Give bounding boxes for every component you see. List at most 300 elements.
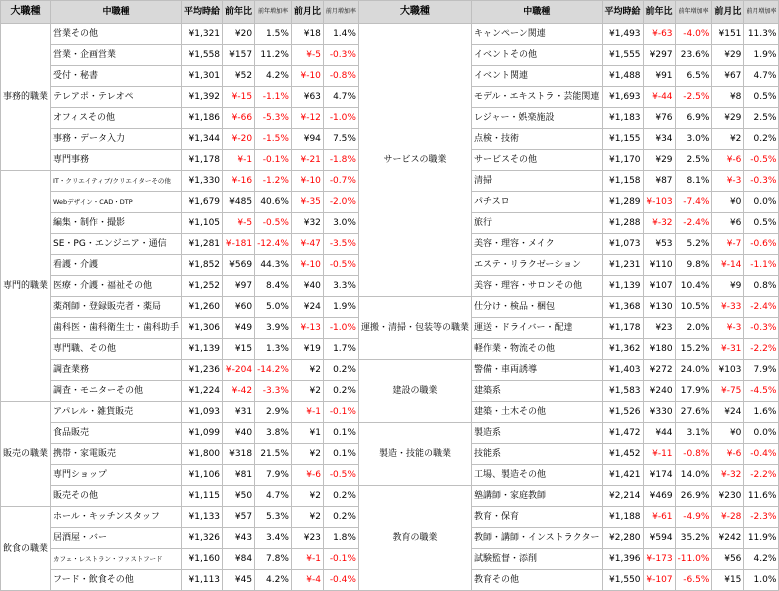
yoy-rate-cell: 21.5% bbox=[255, 444, 292, 465]
yoy-change-cell: ¥43 bbox=[223, 528, 255, 549]
yoy-change-cell: ¥84 bbox=[223, 549, 255, 570]
mom-rate-cell: 11.9% bbox=[744, 528, 779, 549]
avg-wage-cell: ¥1,099 bbox=[182, 423, 223, 444]
avg-wage-cell: ¥1,178 bbox=[182, 150, 223, 171]
avg-wage-cell: ¥1,330 bbox=[182, 171, 223, 192]
yoy-rate-cell: 27.6% bbox=[675, 402, 712, 423]
yoy-change-cell: ¥34 bbox=[643, 129, 675, 150]
avg-wage-cell: ¥1,115 bbox=[182, 486, 223, 507]
yoy-rate-cell: -11.0% bbox=[675, 549, 712, 570]
mom-change-cell: ¥-6 bbox=[712, 150, 744, 171]
yoy-change-cell: ¥-103 bbox=[643, 192, 675, 213]
mom-rate-cell: 1.8% bbox=[323, 528, 358, 549]
mom-rate-cell: 2.5% bbox=[744, 108, 779, 129]
header-sub-category: 中職種 bbox=[471, 1, 602, 24]
mom-change-cell: ¥67 bbox=[712, 66, 744, 87]
mom-rate-cell: 4.7% bbox=[744, 66, 779, 87]
job-name-cell: 技能系 bbox=[471, 444, 602, 465]
mom-change-cell: ¥2 bbox=[291, 381, 323, 402]
mom-rate-cell: -3.5% bbox=[323, 234, 358, 255]
job-name-cell: 看護・介護 bbox=[51, 255, 182, 276]
job-name-cell: 携帯・家電販売 bbox=[51, 444, 182, 465]
mom-change-cell: ¥-10 bbox=[291, 171, 323, 192]
job-name-cell: 点検・技術 bbox=[471, 129, 602, 150]
yoy-rate-cell: 2.5% bbox=[675, 150, 712, 171]
yoy-change-cell: ¥53 bbox=[643, 234, 675, 255]
major-category-cell: 運搬・清掃・包装等の職業 bbox=[358, 297, 471, 360]
mom-change-cell: ¥-32 bbox=[712, 465, 744, 486]
mom-rate-cell: 1.7% bbox=[323, 339, 358, 360]
avg-wage-cell: ¥1,170 bbox=[602, 150, 643, 171]
avg-wage-cell: ¥1,188 bbox=[602, 507, 643, 528]
mom-change-cell: ¥-33 bbox=[712, 297, 744, 318]
header-avg-wage: 平均時給 bbox=[182, 1, 223, 24]
yoy-change-cell: ¥130 bbox=[643, 297, 675, 318]
yoy-rate-cell: -12.4% bbox=[255, 234, 292, 255]
avg-wage-cell: ¥1,493 bbox=[602, 24, 643, 45]
avg-wage-cell: ¥1,288 bbox=[602, 213, 643, 234]
yoy-rate-cell: 5.0% bbox=[255, 297, 292, 318]
mom-change-cell: ¥-21 bbox=[291, 150, 323, 171]
yoy-change-cell: ¥-181 bbox=[223, 234, 255, 255]
yoy-rate-cell: 10.5% bbox=[675, 297, 712, 318]
header-yoy: 前年比 bbox=[643, 1, 675, 24]
avg-wage-cell: ¥1,555 bbox=[602, 45, 643, 66]
yoy-rate-cell: -7.4% bbox=[675, 192, 712, 213]
mom-rate-cell: -2.0% bbox=[323, 192, 358, 213]
job-name-cell: イベントその他 bbox=[471, 45, 602, 66]
mom-rate-cell: -2.2% bbox=[744, 339, 779, 360]
job-name-cell: 製造系 bbox=[471, 423, 602, 444]
mom-rate-cell: -2.2% bbox=[744, 465, 779, 486]
yoy-change-cell: ¥81 bbox=[223, 465, 255, 486]
job-name-cell: 警備・車両誘導 bbox=[471, 360, 602, 381]
mom-change-cell: ¥-5 bbox=[291, 45, 323, 66]
yoy-change-cell: ¥87 bbox=[643, 171, 675, 192]
job-name-cell: 清掃 bbox=[471, 171, 602, 192]
mom-change-cell: ¥8 bbox=[712, 87, 744, 108]
avg-wage-cell: ¥1,396 bbox=[602, 549, 643, 570]
mom-rate-cell: 0.2% bbox=[323, 507, 358, 528]
avg-wage-cell: ¥2,280 bbox=[602, 528, 643, 549]
mom-rate-cell: -0.7% bbox=[323, 171, 358, 192]
mom-rate-cell: -4.5% bbox=[744, 381, 779, 402]
yoy-change-cell: ¥60 bbox=[223, 297, 255, 318]
avg-wage-cell: ¥1,392 bbox=[182, 87, 223, 108]
yoy-change-cell: ¥180 bbox=[643, 339, 675, 360]
header-major-category: 大職種 bbox=[358, 1, 471, 24]
mom-change-cell: ¥-28 bbox=[712, 507, 744, 528]
yoy-change-cell: ¥29 bbox=[643, 150, 675, 171]
mom-rate-cell: 1.9% bbox=[744, 45, 779, 66]
yoy-change-cell: ¥76 bbox=[643, 108, 675, 129]
yoy-change-cell: ¥174 bbox=[643, 465, 675, 486]
job-name-cell: 美容・理容・サロンその他 bbox=[471, 276, 602, 297]
yoy-rate-cell: 4.7% bbox=[255, 486, 292, 507]
job-name-cell: テレアポ・テレオペ bbox=[51, 87, 182, 108]
mom-change-cell: ¥2 bbox=[291, 486, 323, 507]
yoy-change-cell: ¥15 bbox=[223, 339, 255, 360]
table-row bbox=[1, 360, 779, 381]
header-mom-rate: 前月増加率 bbox=[323, 1, 358, 24]
job-name-cell: カフェ・レストラン・ファストフード bbox=[51, 549, 182, 570]
yoy-change-cell: ¥240 bbox=[643, 381, 675, 402]
mom-rate-cell: -0.3% bbox=[744, 318, 779, 339]
header-yoy-rate: 前年増加率 bbox=[675, 1, 712, 24]
yoy-rate-cell: 11.2% bbox=[255, 45, 292, 66]
yoy-rate-cell: 8.4% bbox=[255, 276, 292, 297]
major-category-cell: サービスの職業 bbox=[358, 24, 471, 297]
mom-rate-cell: -0.8% bbox=[323, 66, 358, 87]
yoy-rate-cell: 2.9% bbox=[255, 402, 292, 423]
mom-change-cell: ¥29 bbox=[712, 108, 744, 129]
job-name-cell: 営業・企画営業 bbox=[51, 45, 182, 66]
mom-rate-cell: 0.2% bbox=[744, 129, 779, 150]
job-name-cell: 専門職、その他 bbox=[51, 339, 182, 360]
avg-wage-cell: ¥1,344 bbox=[182, 129, 223, 150]
mom-change-cell: ¥23 bbox=[291, 528, 323, 549]
yoy-change-cell: ¥57 bbox=[223, 507, 255, 528]
avg-wage-cell: ¥1,224 bbox=[182, 381, 223, 402]
job-name-cell: IT・クリエイティブ/クリエイターその他 bbox=[51, 171, 182, 192]
mom-rate-cell: 0.2% bbox=[323, 381, 358, 402]
yoy-rate-cell: -2.5% bbox=[675, 87, 712, 108]
mom-change-cell: ¥242 bbox=[712, 528, 744, 549]
avg-wage-cell: ¥1,306 bbox=[182, 318, 223, 339]
header-major-category: 大職種 bbox=[1, 1, 51, 24]
header-mom: 前月比 bbox=[712, 1, 744, 24]
yoy-change-cell: ¥107 bbox=[643, 276, 675, 297]
mom-rate-cell: 0.8% bbox=[744, 276, 779, 297]
mom-rate-cell: 1.9% bbox=[323, 297, 358, 318]
mom-rate-cell: 0.0% bbox=[744, 192, 779, 213]
avg-wage-cell: ¥1,403 bbox=[602, 360, 643, 381]
yoy-change-cell: ¥20 bbox=[223, 24, 255, 45]
mom-change-cell: ¥40 bbox=[291, 276, 323, 297]
yoy-change-cell: ¥-32 bbox=[643, 213, 675, 234]
header-mom: 前月比 bbox=[291, 1, 323, 24]
avg-wage-cell: ¥1,073 bbox=[602, 234, 643, 255]
major-category-cell: 教育の職業 bbox=[358, 486, 471, 591]
mom-change-cell: ¥-10 bbox=[291, 255, 323, 276]
mom-rate-cell: 11.3% bbox=[744, 24, 779, 45]
avg-wage-cell: ¥1,550 bbox=[602, 570, 643, 591]
yoy-change-cell: ¥-204 bbox=[223, 360, 255, 381]
avg-wage-cell: ¥1,679 bbox=[182, 192, 223, 213]
yoy-change-cell: ¥45 bbox=[223, 570, 255, 591]
yoy-rate-cell: 26.9% bbox=[675, 486, 712, 507]
job-name-cell: 軽作業・物流その他 bbox=[471, 339, 602, 360]
job-name-cell: 美容・理容・メイク bbox=[471, 234, 602, 255]
yoy-rate-cell: 15.2% bbox=[675, 339, 712, 360]
mom-change-cell: ¥-12 bbox=[291, 108, 323, 129]
job-name-cell: 教師・講師・インストラクター bbox=[471, 528, 602, 549]
yoy-rate-cell: 4.2% bbox=[255, 66, 292, 87]
avg-wage-cell: ¥1,800 bbox=[182, 444, 223, 465]
yoy-rate-cell: 9.8% bbox=[675, 255, 712, 276]
yoy-rate-cell: -4.0% bbox=[675, 24, 712, 45]
mom-rate-cell: -0.4% bbox=[744, 444, 779, 465]
table-row bbox=[1, 297, 779, 318]
yoy-rate-cell: -0.5% bbox=[255, 213, 292, 234]
job-name-cell: レジャー・娯楽施設 bbox=[471, 108, 602, 129]
mom-rate-cell: 0.2% bbox=[323, 360, 358, 381]
yoy-rate-cell: 44.3% bbox=[255, 255, 292, 276]
yoy-change-cell: ¥318 bbox=[223, 444, 255, 465]
mom-change-cell: ¥-10 bbox=[291, 66, 323, 87]
job-name-cell: 塾講師・家庭教師 bbox=[471, 486, 602, 507]
yoy-change-cell: ¥-44 bbox=[643, 87, 675, 108]
yoy-change-cell: ¥-61 bbox=[643, 507, 675, 528]
mom-rate-cell: -0.6% bbox=[744, 234, 779, 255]
mom-rate-cell: 0.5% bbox=[744, 87, 779, 108]
header-yoy-rate: 前年増加率 bbox=[255, 1, 292, 24]
mom-rate-cell: 7.9% bbox=[744, 360, 779, 381]
job-name-cell: 建築・土木その他 bbox=[471, 402, 602, 423]
yoy-rate-cell: 1.5% bbox=[255, 24, 292, 45]
mom-rate-cell: 0.2% bbox=[323, 486, 358, 507]
avg-wage-cell: ¥1,362 bbox=[602, 339, 643, 360]
major-category-cell: 製造・技能の職業 bbox=[358, 423, 471, 486]
mom-change-cell: ¥24 bbox=[291, 297, 323, 318]
yoy-change-cell: ¥-66 bbox=[223, 108, 255, 129]
avg-wage-cell: ¥1,326 bbox=[182, 528, 223, 549]
mom-change-cell: ¥19 bbox=[291, 339, 323, 360]
yoy-change-cell: ¥23 bbox=[643, 318, 675, 339]
yoy-rate-cell: 14.0% bbox=[675, 465, 712, 486]
yoy-change-cell: ¥594 bbox=[643, 528, 675, 549]
yoy-rate-cell: 3.0% bbox=[675, 129, 712, 150]
mom-rate-cell: 4.2% bbox=[744, 549, 779, 570]
yoy-rate-cell: -4.9% bbox=[675, 507, 712, 528]
mom-change-cell: ¥32 bbox=[291, 213, 323, 234]
avg-wage-cell: ¥1,526 bbox=[602, 402, 643, 423]
yoy-change-cell: ¥569 bbox=[223, 255, 255, 276]
job-name-cell: 薬剤師・登録販売者・薬局 bbox=[51, 297, 182, 318]
avg-wage-cell: ¥1,160 bbox=[182, 549, 223, 570]
yoy-rate-cell: -1.2% bbox=[255, 171, 292, 192]
yoy-change-cell: ¥330 bbox=[643, 402, 675, 423]
yoy-rate-cell: -3.3% bbox=[255, 381, 292, 402]
mom-change-cell: ¥2 bbox=[712, 129, 744, 150]
job-name-cell: 仕分け・検品・梱包 bbox=[471, 297, 602, 318]
avg-wage-cell: ¥1,252 bbox=[182, 276, 223, 297]
job-name-cell: サービスその他 bbox=[471, 150, 602, 171]
mom-rate-cell: -2.3% bbox=[744, 507, 779, 528]
yoy-change-cell: ¥-16 bbox=[223, 171, 255, 192]
mom-rate-cell: 3.3% bbox=[323, 276, 358, 297]
header-mom-rate: 前月増加率 bbox=[744, 1, 779, 24]
avg-wage-cell: ¥1,106 bbox=[182, 465, 223, 486]
mom-rate-cell: 11.6% bbox=[744, 486, 779, 507]
mom-change-cell: ¥-3 bbox=[712, 318, 744, 339]
table-row bbox=[1, 24, 779, 45]
yoy-change-cell: ¥-5 bbox=[223, 213, 255, 234]
avg-wage-cell: ¥1,231 bbox=[602, 255, 643, 276]
mom-change-cell: ¥151 bbox=[712, 24, 744, 45]
mom-change-cell: ¥6 bbox=[712, 213, 744, 234]
header-avg-wage: 平均時給 bbox=[602, 1, 643, 24]
yoy-change-cell: ¥297 bbox=[643, 45, 675, 66]
yoy-rate-cell: -5.3% bbox=[255, 108, 292, 129]
avg-wage-cell: ¥1,472 bbox=[602, 423, 643, 444]
job-name-cell: 専門事務 bbox=[51, 150, 182, 171]
avg-wage-cell: ¥1,281 bbox=[182, 234, 223, 255]
job-name-cell: イベント関連 bbox=[471, 66, 602, 87]
job-name-cell: 受付・秘書 bbox=[51, 66, 182, 87]
yoy-change-cell: ¥91 bbox=[643, 66, 675, 87]
mom-rate-cell: -1.0% bbox=[323, 108, 358, 129]
mom-change-cell: ¥2 bbox=[291, 444, 323, 465]
avg-wage-cell: ¥1,321 bbox=[182, 24, 223, 45]
job-name-cell: エステ・リラクゼーション bbox=[471, 255, 602, 276]
yoy-rate-cell: -0.8% bbox=[675, 444, 712, 465]
mom-change-cell: ¥230 bbox=[712, 486, 744, 507]
mom-rate-cell: -0.5% bbox=[323, 465, 358, 486]
mom-rate-cell: -0.1% bbox=[323, 402, 358, 423]
avg-wage-cell: ¥1,693 bbox=[602, 87, 643, 108]
mom-change-cell: ¥-47 bbox=[291, 234, 323, 255]
yoy-rate-cell: -14.2% bbox=[255, 360, 292, 381]
major-category-cell: 事務的職業 bbox=[1, 24, 51, 171]
mom-change-cell: ¥-6 bbox=[712, 444, 744, 465]
avg-wage-cell: ¥1,236 bbox=[182, 360, 223, 381]
mom-change-cell: ¥-75 bbox=[712, 381, 744, 402]
avg-wage-cell: ¥1,452 bbox=[602, 444, 643, 465]
avg-wage-cell: ¥1,093 bbox=[182, 402, 223, 423]
yoy-change-cell: ¥49 bbox=[223, 318, 255, 339]
yoy-rate-cell: 6.9% bbox=[675, 108, 712, 129]
yoy-change-cell: ¥-63 bbox=[643, 24, 675, 45]
mom-change-cell: ¥63 bbox=[291, 87, 323, 108]
yoy-change-cell: ¥272 bbox=[643, 360, 675, 381]
yoy-change-cell: ¥485 bbox=[223, 192, 255, 213]
mom-rate-cell: -1.1% bbox=[744, 255, 779, 276]
job-name-cell: フード・飲食その他 bbox=[51, 570, 182, 591]
avg-wage-cell: ¥1,558 bbox=[182, 45, 223, 66]
mom-change-cell: ¥-4 bbox=[291, 570, 323, 591]
yoy-rate-cell: 17.9% bbox=[675, 381, 712, 402]
mom-change-cell: ¥9 bbox=[712, 276, 744, 297]
yoy-rate-cell: -1.1% bbox=[255, 87, 292, 108]
yoy-rate-cell: 3.1% bbox=[675, 423, 712, 444]
avg-wage-cell: ¥1,113 bbox=[182, 570, 223, 591]
yoy-rate-cell: 23.6% bbox=[675, 45, 712, 66]
yoy-rate-cell: 2.0% bbox=[675, 318, 712, 339]
avg-wage-cell: ¥1,186 bbox=[182, 108, 223, 129]
yoy-change-cell: ¥40 bbox=[223, 423, 255, 444]
avg-wage-cell: ¥1,105 bbox=[182, 213, 223, 234]
avg-wage-cell: ¥1,488 bbox=[602, 66, 643, 87]
mom-change-cell: ¥-1 bbox=[291, 549, 323, 570]
mom-rate-cell: 1.6% bbox=[744, 402, 779, 423]
yoy-change-cell: ¥52 bbox=[223, 66, 255, 87]
mom-change-cell: ¥-3 bbox=[712, 171, 744, 192]
avg-wage-cell: ¥1,139 bbox=[602, 276, 643, 297]
yoy-change-cell: ¥31 bbox=[223, 402, 255, 423]
mom-rate-cell: -0.4% bbox=[323, 570, 358, 591]
mom-rate-cell: 0.5% bbox=[744, 213, 779, 234]
mom-change-cell: ¥0 bbox=[712, 192, 744, 213]
mom-rate-cell: 7.5% bbox=[323, 129, 358, 150]
job-name-cell: アパレル・雑貨販売 bbox=[51, 402, 182, 423]
mom-rate-cell: -0.5% bbox=[323, 255, 358, 276]
mom-change-cell: ¥0 bbox=[712, 423, 744, 444]
job-name-cell: 運送・ドライバー・配達 bbox=[471, 318, 602, 339]
job-name-cell: Webデザイン・CAD・DTP bbox=[51, 192, 182, 213]
mom-rate-cell: -0.3% bbox=[323, 45, 358, 66]
mom-change-cell: ¥103 bbox=[712, 360, 744, 381]
yoy-change-cell: ¥-42 bbox=[223, 381, 255, 402]
yoy-change-cell: ¥-11 bbox=[643, 444, 675, 465]
major-category-cell: 飲食の職業 bbox=[1, 507, 51, 591]
mom-change-cell: ¥-13 bbox=[291, 318, 323, 339]
job-name-cell: 試験監督・添削 bbox=[471, 549, 602, 570]
yoy-rate-cell: 10.4% bbox=[675, 276, 712, 297]
mom-rate-cell: 4.7% bbox=[323, 87, 358, 108]
table-body bbox=[1, 24, 779, 591]
job-name-cell: キャンペーン関連 bbox=[471, 24, 602, 45]
header-yoy: 前年比 bbox=[223, 1, 255, 24]
avg-wage-cell: ¥1,155 bbox=[602, 129, 643, 150]
yoy-change-cell: ¥157 bbox=[223, 45, 255, 66]
yoy-rate-cell: -6.5% bbox=[675, 570, 712, 591]
mom-change-cell: ¥94 bbox=[291, 129, 323, 150]
avg-wage-cell: ¥1,583 bbox=[602, 381, 643, 402]
job-name-cell: 工場、製造その他 bbox=[471, 465, 602, 486]
yoy-rate-cell: 40.6% bbox=[255, 192, 292, 213]
job-name-cell: 建築系 bbox=[471, 381, 602, 402]
avg-wage-cell: ¥1,421 bbox=[602, 465, 643, 486]
mom-rate-cell: 1.4% bbox=[323, 24, 358, 45]
major-category-cell: 販売の職業 bbox=[1, 402, 51, 507]
avg-wage-cell: ¥1,139 bbox=[182, 339, 223, 360]
mom-rate-cell: -0.5% bbox=[744, 150, 779, 171]
mom-change-cell: ¥-1 bbox=[291, 402, 323, 423]
major-category-cell: 建設の職業 bbox=[358, 360, 471, 423]
yoy-rate-cell: 5.3% bbox=[255, 507, 292, 528]
yoy-rate-cell: 35.2% bbox=[675, 528, 712, 549]
mom-change-cell: ¥-6 bbox=[291, 465, 323, 486]
mom-rate-cell: -1.8% bbox=[323, 150, 358, 171]
avg-wage-cell: ¥1,183 bbox=[602, 108, 643, 129]
mom-rate-cell: 1.0% bbox=[744, 570, 779, 591]
mom-change-cell: ¥2 bbox=[291, 507, 323, 528]
yoy-rate-cell: 5.2% bbox=[675, 234, 712, 255]
yoy-change-cell: ¥469 bbox=[643, 486, 675, 507]
yoy-change-cell: ¥-20 bbox=[223, 129, 255, 150]
header-row bbox=[1, 1, 779, 24]
job-name-cell: パチスロ bbox=[471, 192, 602, 213]
yoy-rate-cell: 24.0% bbox=[675, 360, 712, 381]
job-name-cell: 専門ショップ bbox=[51, 465, 182, 486]
yoy-change-cell: ¥97 bbox=[223, 276, 255, 297]
yoy-change-cell: ¥-1 bbox=[223, 150, 255, 171]
job-name-cell: 医療・介護・福祉その他 bbox=[51, 276, 182, 297]
mom-rate-cell: 0.0% bbox=[744, 423, 779, 444]
job-name-cell: 編集・制作・撮影 bbox=[51, 213, 182, 234]
mom-rate-cell: -2.4% bbox=[744, 297, 779, 318]
yoy-rate-cell: 3.9% bbox=[255, 318, 292, 339]
yoy-rate-cell: -0.1% bbox=[255, 150, 292, 171]
yoy-rate-cell: 7.8% bbox=[255, 549, 292, 570]
yoy-rate-cell: 3.4% bbox=[255, 528, 292, 549]
mom-change-cell: ¥-14 bbox=[712, 255, 744, 276]
header-sub-category: 中職種 bbox=[51, 1, 182, 24]
mom-rate-cell: 0.1% bbox=[323, 444, 358, 465]
mom-rate-cell: 3.0% bbox=[323, 213, 358, 234]
job-name-cell: 調査・モニターその他 bbox=[51, 381, 182, 402]
